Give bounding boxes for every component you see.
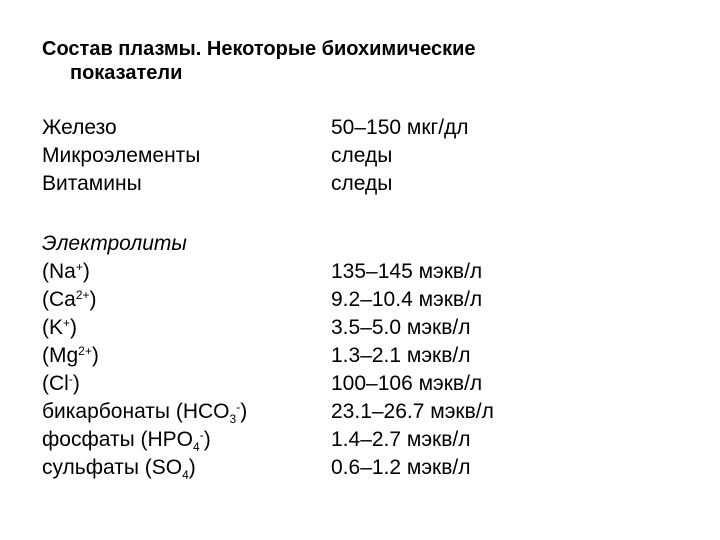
- item-value: 100–106 мэкв/л: [331, 372, 483, 395]
- item-value: 9.2–10.4 мэкв/л: [331, 288, 483, 311]
- list-item-vitamins: [42, 170, 682, 198]
- item-name: $(Ca^{2+})$: [42, 288, 97, 311]
- item-value: 1.3–2.1 мэкв/л: [331, 344, 471, 367]
- list-item-phosphate: [42, 426, 682, 454]
- electrolytes-heading: [42, 230, 682, 258]
- list-item-potassium: [42, 314, 682, 342]
- item-name: бикарбонаты $(HCO_3^-)$: [42, 400, 248, 426]
- title-line-1: Состав плазмы. Некоторые биохимические: [42, 38, 476, 60]
- list-item-sulfate: [42, 454, 682, 482]
- slide-title: [42, 37, 682, 85]
- item-value: 23.1–26.7 мэкв/л: [331, 400, 494, 423]
- item-name: (K+): [42, 316, 78, 339]
- item-name: $(Mg^{2+})$: [42, 344, 99, 367]
- item-value: 1.4–2.7 мэкв/л: [331, 428, 471, 451]
- item-name: сульфаты $(SO_4)$: [42, 456, 196, 482]
- list-item-bicarbonate: [42, 398, 682, 426]
- list-item-microelements: [42, 142, 682, 170]
- item-value: 135–145 мэкв/л: [331, 260, 483, 283]
- list-item-iron: [42, 114, 682, 142]
- list-item-magnesium: [42, 342, 682, 370]
- section-heading: Электролиты: [42, 232, 187, 255]
- list-item-sodium: [42, 258, 682, 286]
- list-item-calcium: [42, 286, 682, 314]
- item-name: (Na+): [42, 260, 90, 283]
- item-value: 3.5–5.0 мэкв/л: [331, 316, 471, 339]
- item-value: следы: [331, 172, 393, 195]
- item-name: фосфаты $(HPO_4^-)$: [42, 428, 211, 454]
- item-name: (Cl-): [42, 372, 80, 395]
- list-item-chloride: [42, 370, 682, 398]
- item-value: 0.6–1.2 мэкв/л: [331, 456, 471, 479]
- item-value: 50–150 мкг/дл: [331, 116, 469, 139]
- item-name: Железо: [42, 116, 117, 139]
- item-name: Микроэлементы: [42, 144, 201, 167]
- title-line-2: показатели: [70, 62, 183, 84]
- item-value: следы: [331, 144, 393, 167]
- item-name: Витамины: [42, 172, 142, 195]
